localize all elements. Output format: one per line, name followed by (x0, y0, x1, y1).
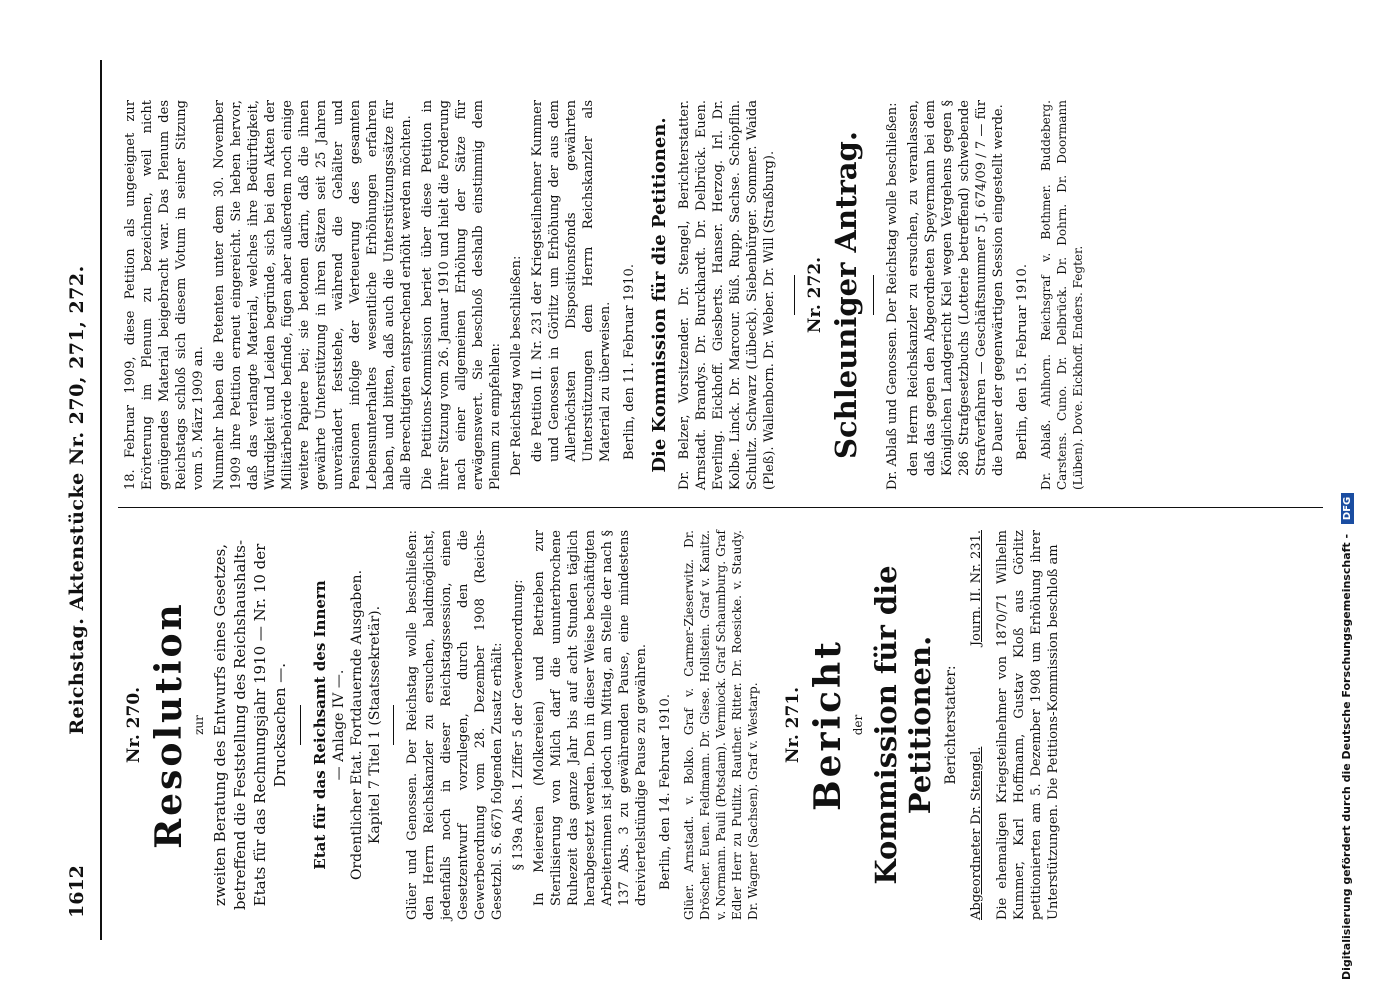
doc270-number: Nr. 270. (124, 686, 144, 764)
doc271-reporter-row (969, 530, 984, 920)
column-divider (118, 507, 1323, 508)
doc271-title: Bericht (807, 639, 849, 811)
doc270-anlage: — Anlage IV —. (331, 669, 347, 781)
doc272-signatures: Dr. Ablaß. Ahlhorn. Reichsgraf v. Bothmer. Buddeberg. Carstens. Cuno. Dr. Delbrück. Dr. Dohrn. Dr. Doormann (Lüben). Dove. Eickhoff. Enders. Fegter. (1039, 100, 1085, 490)
digitization-credit (1340, 20, 1354, 980)
left-column (118, 530, 1066, 920)
doc270-etat-title: Etat für das Reichsamt des Innern (311, 580, 329, 870)
page-number: 1612 (66, 865, 88, 918)
doc271-der: der (851, 714, 865, 736)
doc272-date: Berlin, den 15. Februar 1910. (1015, 264, 1030, 460)
doc271-body-right-1: 18. Februar 1909, diese Petition als ungeeignet zur Erörterung im Plenum zu bezeichnen, weil nicht genügendes Material beigebracht war. Das Plenum des Reichstags schloß sich diesem Votum in seiner Sitzung vom 5. März 1909 an. (123, 100, 206, 490)
doc271-members: Dr. Belzer, Vorsitzender. Dr. Stengel, Berichterstatter. Arnstadt. Brandys. Dr. Burckhardt. Dr. Delbrück. Euen. Everling. Eickhoff. Giesberts. Hanser. Herzog. Irl. Dr. Kolbe. Linck. Dr. Marcour. Büß. Rupp. Sachse. Schöpflin. Schultz. Schwarz (Lübeck). Siebenbürger. Sommer. Waida (Pleß). Wallenborn. Dr. Weber. Dr. Will (Straßburg). (677, 100, 777, 490)
divider (393, 705, 394, 745)
doc270-date: Berlin, den 14. Februar 1910. (658, 694, 673, 890)
doc271-antrag-text: die Petition II. Nr. 231 der Kriegsteilnehmer Kummer und Genossen in Görlitz um Erhöhung der aus dem Allerhöchsten Dispositionsfonds gewährten Unterstützungen dem Herrn Reichskanzler als Material zu überweisen. (530, 100, 613, 462)
divider (794, 275, 795, 315)
dfg-logo: DFG (1341, 493, 1354, 524)
doc271-reporter-name: Abgeordneter Dr. Stengel. (969, 746, 984, 920)
doc270-body: Glüer und Genossen. Der Reichstag wolle beschließen: den Herrn Reichskanzler zu ersuchen, baldmöglichst, jedenfalls noch in dieser Reichstagssession, einen Gesetzentwurf vorzulegen, durch den die Gewerbeordnung vom 28. Dezember 1908 (Reichs-Gesetzbl. S. 667) folgenden Zusatz erhält: (405, 530, 505, 920)
doc272-title: Schleuniger Antrag. (829, 131, 863, 459)
page-header (66, 60, 100, 940)
doc271-date: Berlin, den 11. Februar 1910. (622, 264, 637, 460)
running-title: Reichstag. Aktenstücke Nr. 270, 271, 272. (66, 265, 88, 735)
doc271-body-right-3: Die Petitions-Kommission beriet über diese Petition in ihrer Sitzung vom 26. Januar 1910 und hielt die Forderung nach einer allgemeinen Erhöhung der Sätze für erwägenswert. Sie beschloß deshalb einstimmig dem Plenum zu empfehlen: (420, 100, 503, 490)
doc270-signatures: Glüer. Arnstadt. v. Bolko. Graf v. Carmer-Zieserwitz. Dr. Dröscher. Euen. Feldmann. Dr. Giese. Hollstein. Graf v. Kanitz. v. Normann. Pauli (Potsdam). Vermiock. Graf Schaumburg. Graf Edler Herr zu Putlitz. Rauther. Ritter. Dr. Roesicke. v. Staudy. Dr. Wagner (Sachsen). Graf v. Westarp. (682, 530, 760, 920)
doc270-title: Resolution (148, 601, 190, 849)
doc271-body-right-2: Nunmehr haben die Petenten unter dem 30. November 1909 ihre Petition erneut eingereicht. Sie heben hervor, daß das verlangte Material, welches ihre Bedürftigkeit, Würdigkeit und Leiden begründe, sich bei den Akten der Militärbehörde befinde, fügen aber außerdem noch einige weitere Papiere bei; sie betonen darin, daß die ihnen gewährte Unterstützung in ihren Sätzen seit 25 Jahren unverändert feststehe, während die Gehälter und Pensionen infolge der Verteuerung des gesamten Lebensunterhaltes wesentliche Erhöhungen erfahren haben, und bitten, daß auch die Unterstützungssätze für alle Berechtigten entsprechend erhöht werden möchten. (212, 100, 414, 490)
doc270-zur: zur (192, 715, 206, 735)
doc272-intro: Dr. Ablaß und Genossen. Der Reichstag wolle beschließen: (885, 102, 900, 490)
doc270-kapitel: Kapitel 7 Titel 1 (Staatssekretär). (367, 605, 383, 845)
doc271-kommission-head: Die Kommission für die Petitionen. (649, 117, 670, 473)
doc272-text: den Herrn Reichskanzler zu ersuchen, zu veranlassen, daß das gegen den Abgeordneten Speyermann bei dem Königlichen Landgericht Kiel wegen Vergehens gegen § 286 Strafgesetzbuchs (Lotterie betreffend) schwebende Strafverfahren — Geschäftsnummer 5 J. 674/09 / 7 — für die Dauer der gegenwärtigen Session eingestellt werde. (906, 100, 1006, 476)
doc271-body-left: Die ehemaligen Kriegsteilnehmer von 1870/71 Wilhelm Kummer, Karl Hoffmann, Gustav Kloß aus Görlitz petitionierten am 5. Dezember 1908 um Erhöhung ihrer Unterstützungen. Die Petitions-Kommission beschloß am (995, 530, 1061, 920)
doc271-subtitle: Kommission für die Petitionen. (869, 565, 937, 885)
doc270-paragraph-text: In Meiereien (Molkereien) und Betrieben zur Sterilisierung von Milch darf die ununterbrochene Ruhezeit das ganze Jahr bis auf acht Stunden täglich herabgesetzt werden. Den in dieser Weise beschäftigten Arbeiterinnen ist jedoch um Mittag, an Stelle der nach § 137 Abs. 3 zu gewährenden Pause, eine mindestens dreiviertelstündige Pause zu gewähren. (532, 530, 649, 906)
doc270-ordentlicher: Ordentlicher Etat. Fortdauernde Ausgaben. (349, 569, 365, 881)
header-rule (100, 60, 102, 940)
divider (873, 275, 874, 315)
doc271-journal: Journ. II. Nr. 231. (969, 530, 984, 647)
doc272-number: Nr. 272. (805, 256, 825, 334)
credit-text: Digitalisierung gefördert durch die Deutsche Forschungsgemeinschaft - (1340, 533, 1353, 980)
doc270-paragraph-ref: § 139a Abs. 1 Ziffer 5 der Gewerbeordnung: (511, 579, 526, 871)
right-column (118, 100, 1092, 490)
doc271-reporter-label: Berichterstatter: (943, 665, 959, 785)
doc270-subtitle: zweiten Beratung des Entwurfs eines Gesetzes, betreffend die Feststellung des Reichshaushalts-Etats für das Rechnungsjahr 1910 — Nr. 10 der Drucksachen —. (211, 539, 289, 911)
doc271-antrag-intro: Der Reichstag wolle beschließen: (509, 255, 524, 476)
divider (300, 705, 301, 745)
doc271-number: Nr. 271. (783, 686, 803, 764)
